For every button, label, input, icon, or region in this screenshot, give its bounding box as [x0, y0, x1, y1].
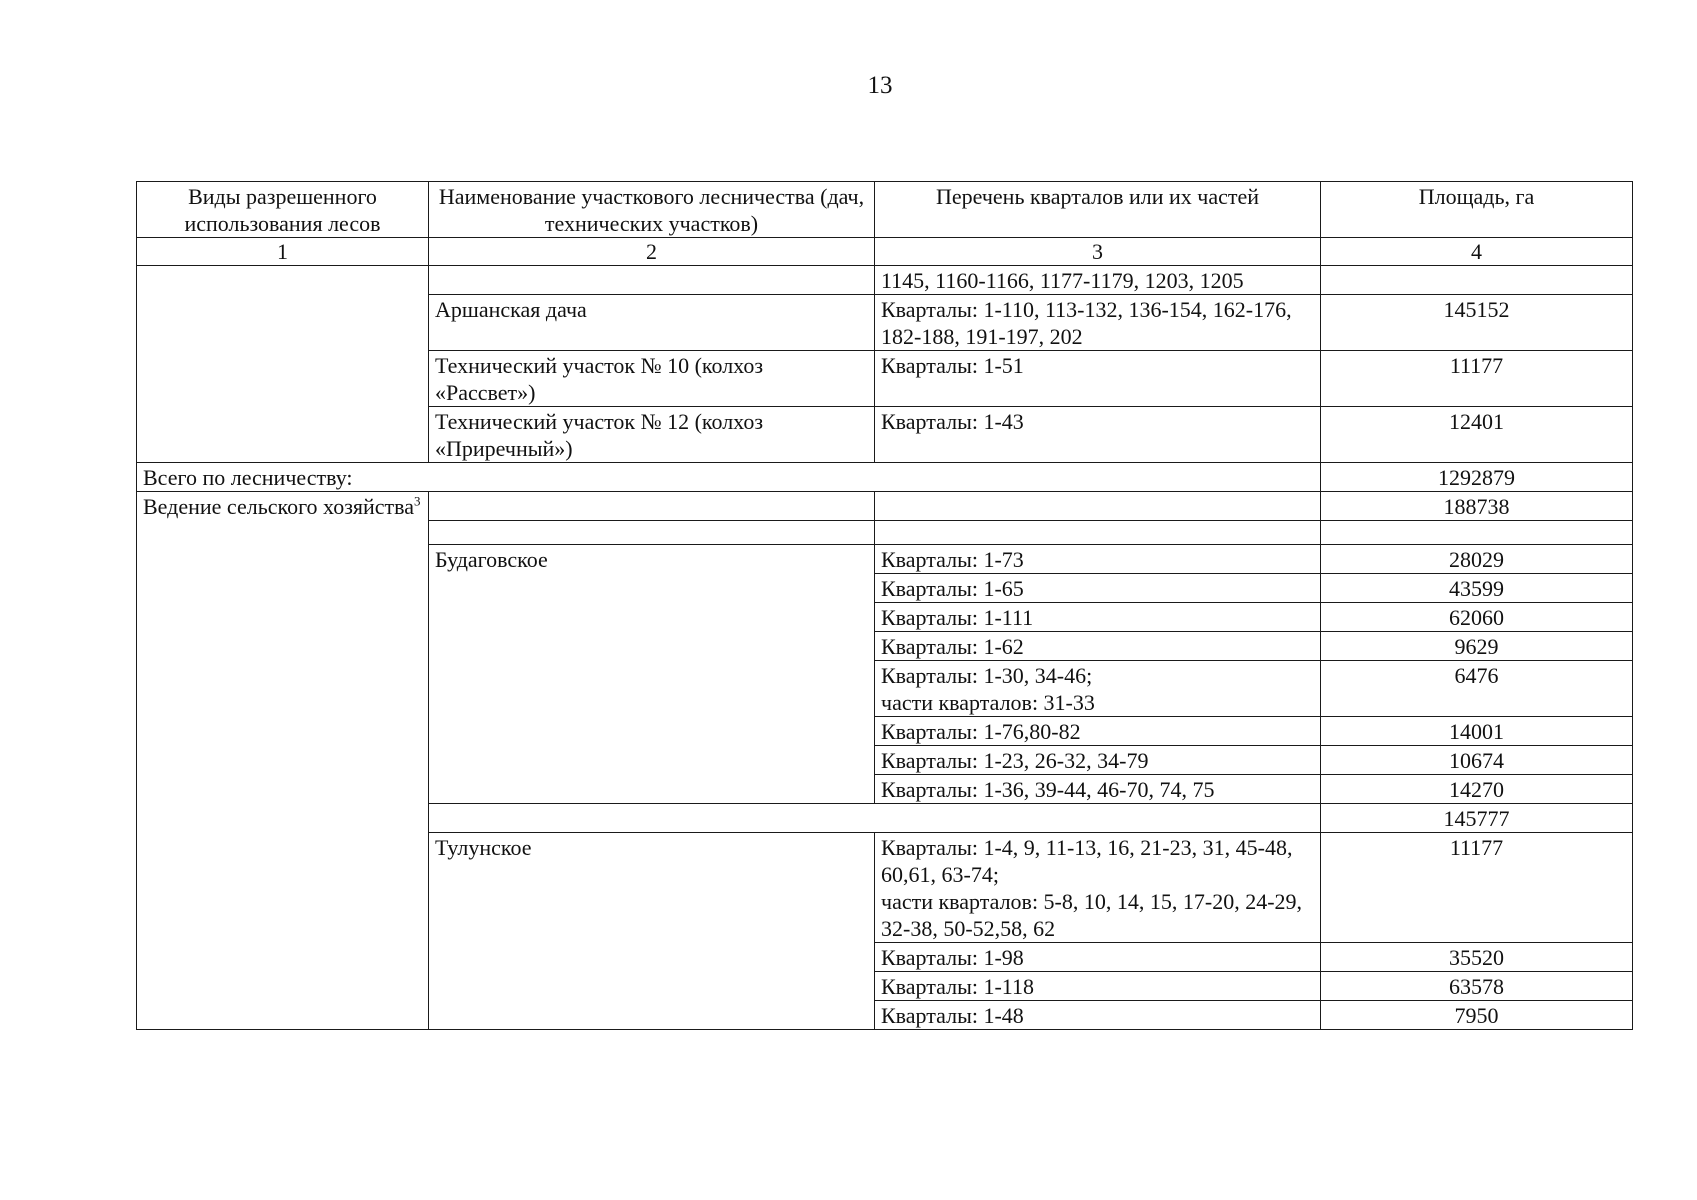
area-cell: 10674 [1321, 746, 1633, 775]
area-cell: 12401 [1321, 407, 1633, 463]
header-quarters-list: Перечень кварталов или их частей [875, 182, 1321, 238]
header-use-type: Виды разрешенного использования лесов [137, 182, 429, 238]
quarters-cell [875, 833, 1321, 943]
area-cell: 35520 [1321, 943, 1633, 972]
quarters-line: Кварталы: 1-4, 9, 11-13, 16, 21-23, 31, 45-48, 60,61, 63-74; [881, 835, 1293, 887]
total-area: 1292879 [1321, 463, 1633, 492]
quarters-cell: Кварталы: 1-111 [875, 603, 1321, 632]
forestry-name-cell: Будаговское [429, 545, 875, 804]
forestry-name-cell: Тулунское [429, 833, 875, 1030]
subtotal-area: 145777 [1321, 804, 1633, 833]
column-number-row [137, 238, 1633, 266]
quarters-cell [875, 661, 1321, 717]
column-number: 3 [875, 238, 1321, 266]
area-cell: 9629 [1321, 632, 1633, 661]
use-type-cell-empty [137, 266, 429, 463]
area-cell [1321, 266, 1633, 295]
use-type-cell [137, 492, 429, 1030]
area-cell: 7950 [1321, 1001, 1633, 1030]
quarters-cell: Кварталы: 1-36, 39-44, 46-70, 74, 75 [875, 775, 1321, 804]
total-row [137, 463, 1633, 492]
total-label: Всего по лесничеству: [137, 463, 1321, 492]
quarters-cell: Кварталы: 1-23, 26-32, 34-79 [875, 746, 1321, 775]
forestry-name-cell [429, 266, 875, 295]
header-area: Площадь, га [1321, 182, 1633, 238]
quarters-cell: Кварталы: 1-48 [875, 1001, 1321, 1030]
forestry-name-cell: Технический участок № 10 (колхоз «Рассвет») [429, 351, 875, 407]
quarters-parts-line: части кварталов: 5-8, 10, 14, 15, 17-20, 24-29, 32-38, 50-52,58, 62 [881, 889, 1303, 941]
forestry-name-cell: Технический участок № 12 (колхоз «Приречный») [429, 407, 875, 463]
quarters-parts-line: части кварталов: 31-33 [881, 690, 1095, 715]
area-cell: 145152 [1321, 295, 1633, 351]
area-cell: 63578 [1321, 972, 1633, 1001]
quarters-cell: Кварталы: 1-43 [875, 407, 1321, 463]
quarters-cell: Кварталы: 1-76,80-82 [875, 717, 1321, 746]
forest-use-table [136, 181, 1633, 1030]
quarters-cell: Кварталы: 1-51 [875, 351, 1321, 407]
quarters-cell: Кварталы: 1-110, 113-132, 136-154, 162-176, 182-188, 191-197, 202 [875, 295, 1321, 351]
area-cell: 62060 [1321, 603, 1633, 632]
area-cell: 14001 [1321, 717, 1633, 746]
column-number: 1 [137, 238, 429, 266]
area-cell: 28029 [1321, 545, 1633, 574]
quarters-cell: Кварталы: 1-118 [875, 972, 1321, 1001]
use-type-text: Ведение сельского хозяйства [143, 494, 415, 519]
quarters-cell [875, 521, 1321, 545]
forestry-name-cell [429, 521, 875, 545]
quarters-cell: Кварталы: 1-62 [875, 632, 1321, 661]
area-cell: 188738 [1321, 492, 1633, 521]
table-row [137, 266, 1633, 295]
area-cell: 11177 [1321, 351, 1633, 407]
page-number: 13 [867, 72, 893, 99]
column-number: 4 [1321, 238, 1633, 266]
footnote-marker: 3 [414, 493, 421, 509]
quarters-cell: Кварталы: 1-65 [875, 574, 1321, 603]
column-number: 2 [429, 238, 875, 266]
forestry-name-cell [429, 492, 875, 521]
area-cell: 6476 [1321, 661, 1633, 717]
area-cell: 14270 [1321, 775, 1633, 804]
quarters-line: Кварталы: 1-30, 34-46; [881, 663, 1093, 688]
quarters-cell [875, 492, 1321, 521]
quarters-cell: Кварталы: 1-73 [875, 545, 1321, 574]
table-row [137, 492, 1633, 521]
header-forestry-name: Наименование участкового лесничества (дач, технических участков) [429, 182, 875, 238]
area-cell: 43599 [1321, 574, 1633, 603]
subtotal-label-cell [429, 804, 1321, 833]
area-cell [1321, 521, 1633, 545]
table-header-row [137, 182, 1633, 238]
quarters-cell: 1145, 1160-1166, 1177-1179, 1203, 1205 [875, 266, 1321, 295]
quarters-cell: Кварталы: 1-98 [875, 943, 1321, 972]
area-cell: 11177 [1321, 833, 1633, 943]
forestry-name-cell: Аршанская дача [429, 295, 875, 351]
